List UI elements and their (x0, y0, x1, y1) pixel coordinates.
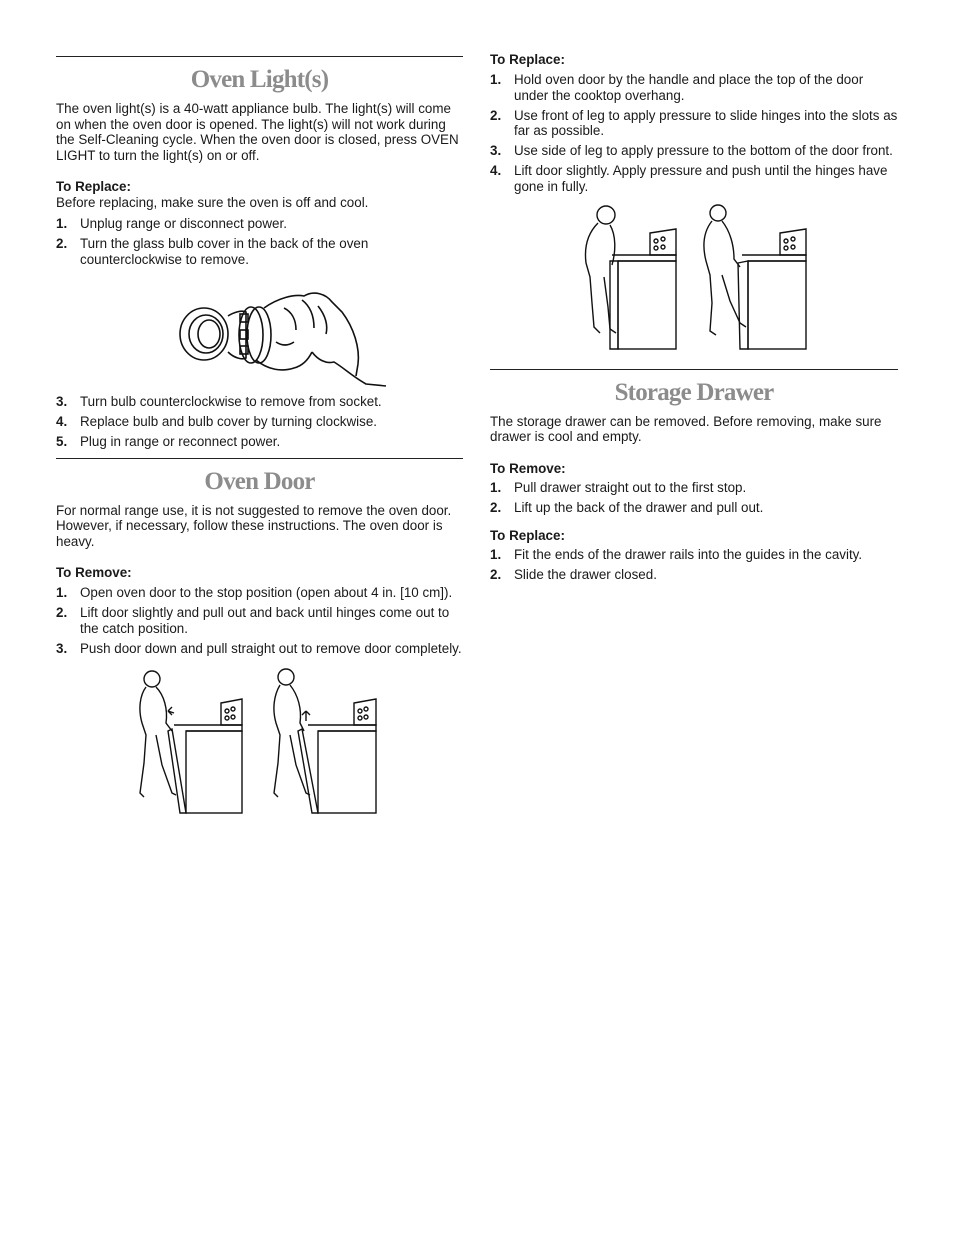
list-item: 5. Plug in range or reconnect power. (56, 433, 281, 449)
list-item: 2. Turn the glass bulb cover in the back of the oven counterclockwise to remove. (56, 236, 369, 267)
section-divider (56, 458, 463, 459)
list-item: 4. Replace bulb and bulb cover by turning clockwise. (56, 413, 377, 429)
list-item: 1. Unplug range or disconnect power. (56, 215, 287, 231)
oven-light-heading: Oven Light(s) (190, 66, 329, 93)
list-item: 3. Use side of leg to apply pressure to the bottom of the door front. (490, 143, 893, 159)
hand-turning-bulb-cover-icon (56, 272, 463, 390)
list-item: 2. Lift up the back of the drawer and pull out. (490, 499, 764, 515)
storage-drawer-remove-steps (490, 480, 898, 516)
oven-door-heading: Oven Door (204, 467, 315, 495)
list-item: 2. Lift door slightly and pull out and back until hinges come out to the catch position. (56, 605, 450, 636)
list-item: 3. Turn bulb counterclockwise to remove from socket. (56, 393, 382, 409)
oven-door-remove-title: To Remove: (56, 565, 132, 581)
left-column (56, 56, 463, 825)
oven-light-replace-title: To Replace: (56, 179, 131, 195)
list-item: 1. Hold oven door by the handle and place the top of the door under the cooktop overhang. (490, 72, 864, 103)
storage-drawer-intro: The storage drawer can be removed. Before removing, make sure drawer is cool and empty. (490, 413, 882, 445)
storage-drawer-heading: Storage Drawer (614, 378, 774, 406)
person-removing-oven-door-icon (56, 665, 463, 825)
oven-light-intro: The oven light(s) is a 40-watt appliance bulb. The light(s) will come on when the oven door is opened. The light(s) will not work during the Self-Cleaning cycle. When the oven door is closed, press OVEN LIGHT to turn the light(s) on or off. (56, 101, 459, 163)
storage-drawer-remove-title: To Remove: (490, 460, 566, 476)
oven-door-intro: For normal range use, it is not suggested to remove the oven door. However, if necessary, follow these instructions. The oven door is heavy. (56, 502, 452, 549)
storage-drawer-replace-title: To Replace: (490, 527, 565, 543)
person-replacing-oven-door-icon (490, 203, 898, 353)
list-item: 2. Use front of leg to apply pressure to slide hinges into the slots as far as possible. (490, 107, 898, 139)
list-item: 1. Fit the ends of the drawer rails into the guides in the cavity. (490, 546, 863, 562)
section-divider (490, 369, 898, 370)
right-column (490, 52, 898, 587)
oven-light-steps-b (56, 394, 463, 450)
oven-door-replace-steps (490, 72, 898, 195)
door-replacement-illustration (490, 203, 898, 353)
oven-light-replace-note: Before replacing, make sure the oven is off and cool. (56, 195, 369, 211)
oven-door-replace-title: To Replace: (490, 52, 565, 67)
oven-door-remove-steps (56, 585, 463, 656)
section-divider (56, 56, 463, 57)
storage-drawer-replace-steps (490, 547, 898, 583)
list-item: 2. Slide the drawer closed. (490, 566, 657, 582)
bulb-cover-illustration (56, 272, 463, 390)
door-removal-illustration (56, 665, 463, 825)
oven-light-steps-a (56, 216, 463, 267)
list-item: 4. Lift door slightly. Apply pressure and push until the hinges have gone in fully. (490, 163, 888, 195)
list-item: 1. Pull drawer straight out to the first stop. (490, 479, 747, 495)
list-item: 3. Push door down and pull straight out to remove door completely. (56, 641, 462, 657)
list-item: 1. Open oven door to the stop position (open about 4 in. [10 cm]). (56, 585, 453, 601)
